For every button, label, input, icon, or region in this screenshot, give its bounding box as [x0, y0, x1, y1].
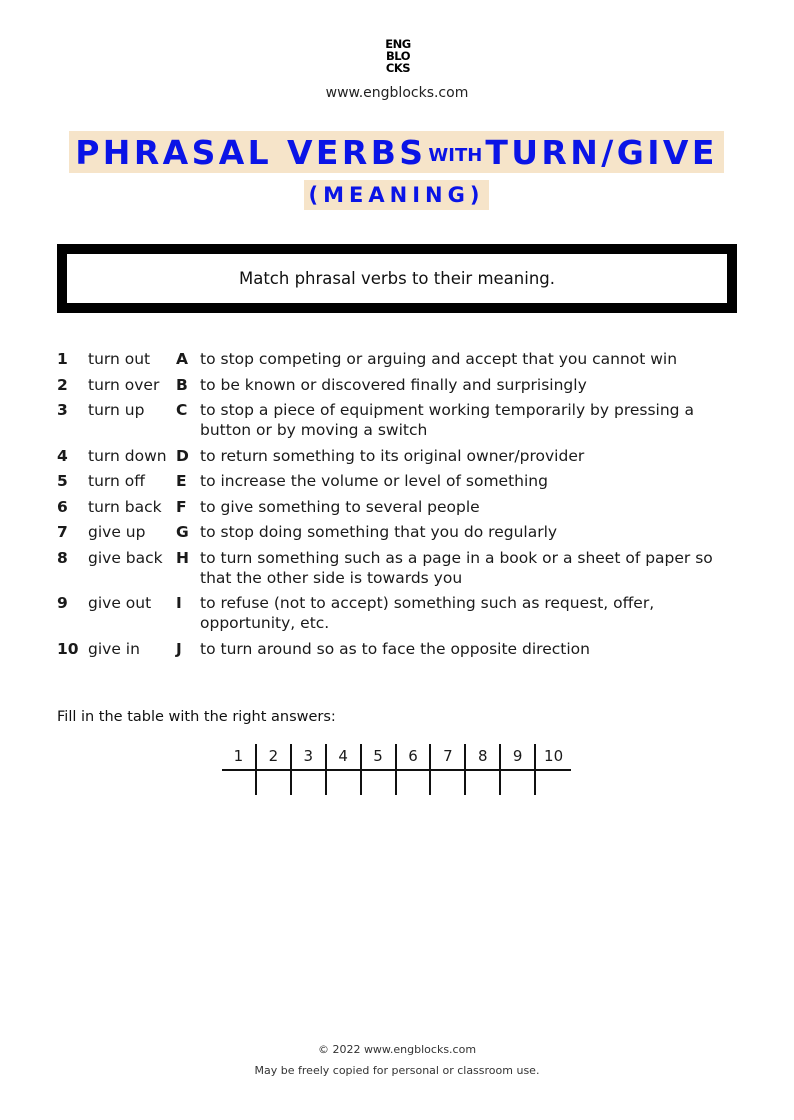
item-number: 7: [57, 523, 68, 541]
logo-line: CKS: [385, 61, 411, 75]
definition-text: to increase the volume or level of something: [200, 472, 548, 490]
definition-text: to give something to several people: [200, 497, 480, 516]
page-subtitle: (MEANING): [308, 183, 485, 207]
definition-letter: H: [176, 548, 189, 567]
phrasal-verb: turn off: [88, 472, 145, 490]
title-part2: WITH: [428, 144, 483, 166]
title-part1: PHRASAL VERBS: [75, 132, 427, 172]
answer-header-cell: 8: [466, 744, 501, 769]
exercise-row: [57, 446, 757, 466]
answer-table: [222, 744, 571, 793]
definition-letter: E: [176, 472, 187, 490]
instructions-text: Match phrasal verbs to their meaning.: [67, 254, 727, 303]
definition-letter: I: [176, 594, 182, 612]
answer-blank-cell[interactable]: [292, 771, 327, 795]
item-number: 10: [57, 639, 79, 658]
definition-text: to stop a piece of equipment working temporarily by pressing a button or by moving a switch: [200, 401, 694, 439]
definition-text: to return something to its original owner/provider: [200, 446, 585, 465]
item-number: 6: [57, 497, 68, 516]
exercise-row: [57, 639, 757, 659]
phrasal-verb: turn down: [88, 446, 167, 465]
fill-instruction: Fill in the table with the right answers:: [57, 709, 336, 725]
definition-text: to turn around so as to face the opposite direction: [200, 639, 590, 658]
exercise-row: [57, 593, 757, 633]
footer-copyright: © 2022 www.engblocks.com: [317, 1043, 477, 1056]
answer-header-cell: 9: [501, 744, 536, 769]
definition-letter: C: [176, 401, 188, 419]
definition-text: to turn something such as a page in a book or a sheet of paper so that the other side is towards you: [200, 548, 713, 587]
exercise-row: [57, 375, 757, 395]
answer-blank-cell[interactable]: [501, 771, 536, 795]
exercise-list: [57, 349, 757, 664]
definition-letter: D: [176, 446, 189, 465]
title-part3: TURN/GIVE: [485, 132, 718, 172]
answer-table-header: [222, 744, 571, 771]
definition-letter: J: [176, 639, 182, 658]
answer-blank-cell[interactable]: [536, 771, 571, 795]
item-number: 8: [57, 548, 68, 567]
phrasal-verb: turn out: [88, 350, 151, 368]
footer-license: May be freely copied for personal or classroom use.: [254, 1064, 540, 1077]
phrasal-verb: turn up: [88, 401, 145, 419]
definition-letter: G: [176, 523, 189, 541]
phrasal-verb: turn over: [88, 375, 160, 394]
item-number: 2: [57, 375, 68, 394]
page-title: [69, 131, 724, 173]
answer-blank-cell[interactable]: [327, 771, 362, 795]
answer-blank-cell[interactable]: [431, 771, 466, 795]
definition-text: to stop doing something that you do regularly: [200, 523, 558, 541]
answer-header-cell: 6: [397, 744, 432, 769]
site-url[interactable]: www.engblocks.com: [325, 85, 469, 101]
answer-header-cell: 7: [431, 744, 466, 769]
definition-letter: B: [176, 375, 188, 394]
answer-header-cell: 1: [222, 744, 257, 769]
answer-header-cell: 10: [544, 747, 564, 765]
phrasal-verb: turn back: [88, 497, 162, 516]
answer-blank-cell[interactable]: [397, 771, 432, 795]
item-number: 9: [57, 594, 68, 612]
exercise-row: [57, 548, 757, 588]
definition-letter: A: [176, 350, 188, 368]
item-number: 4: [57, 446, 68, 465]
phrasal-verb: give up: [88, 523, 146, 541]
definition-text: to be known or discovered finally and surprisingly: [200, 375, 587, 394]
answer-blank-cell[interactable]: [362, 771, 397, 795]
phrasal-verb: give back: [88, 548, 163, 567]
phrasal-verb: give in: [88, 639, 140, 658]
answer-blank-cell[interactable]: [466, 771, 501, 795]
answer-blank-cell[interactable]: [222, 771, 257, 795]
item-number: 1: [57, 350, 68, 368]
answer-header-cell: 5: [362, 744, 397, 769]
definition-text: to refuse (not to accept) something such as request, offer, opportunity, etc.: [200, 594, 655, 632]
exercise-row: [57, 349, 757, 369]
engblocks-logo: [381, 38, 415, 74]
exercise-row: [57, 400, 757, 440]
definition-letter: F: [176, 497, 187, 516]
answer-header-cell: 4: [327, 744, 362, 769]
answer-header-cell: 2: [257, 744, 292, 769]
logo-line: BLO: [386, 49, 410, 63]
item-number: 5: [57, 472, 68, 490]
exercise-row: [57, 471, 757, 491]
answer-header-cell: 3: [292, 744, 327, 769]
answer-blank-cell[interactable]: [257, 771, 292, 795]
logo-line: ENG: [385, 37, 411, 51]
phrasal-verb: give out: [88, 594, 152, 612]
instructions-box: [57, 244, 737, 313]
exercise-row: [57, 522, 757, 542]
exercise-row: [57, 497, 757, 517]
answer-table-blank-row: [222, 771, 571, 795]
definition-text: to stop competing or arguing and accept that you cannot win: [200, 350, 678, 368]
item-number: 3: [57, 401, 68, 419]
